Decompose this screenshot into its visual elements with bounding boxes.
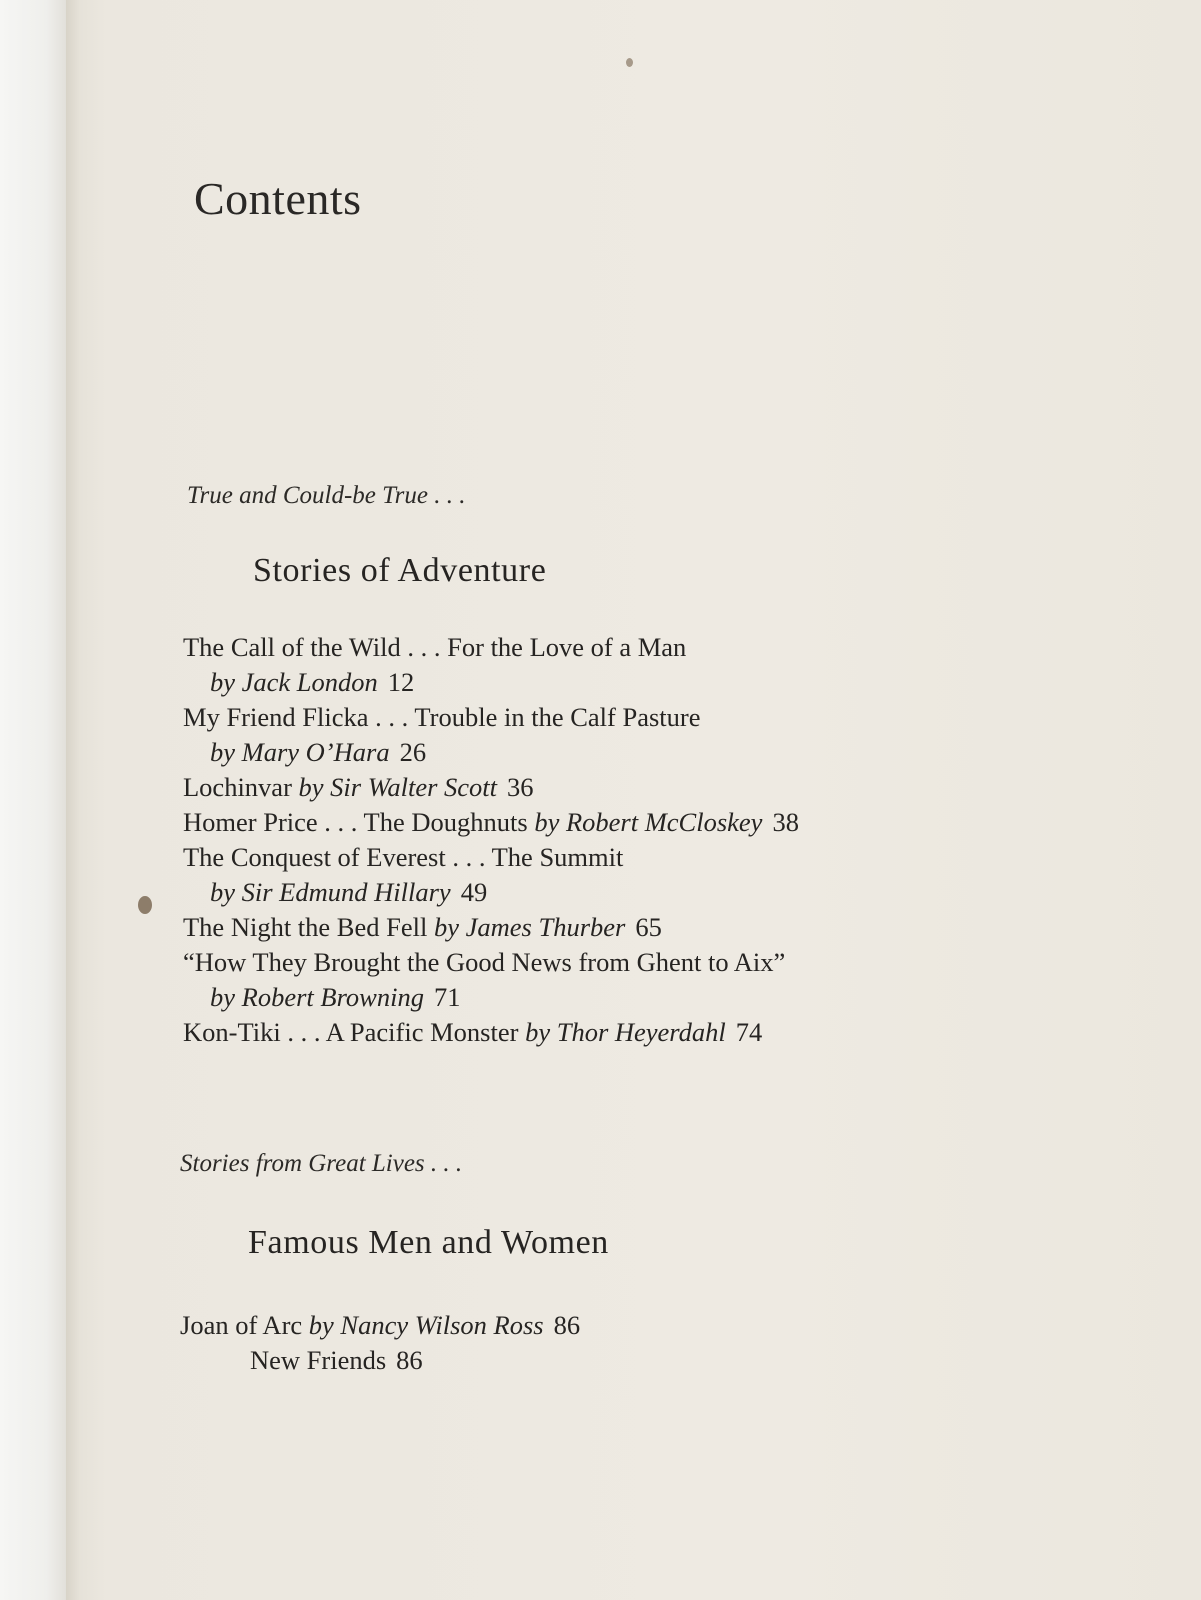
entry-page-number: 12 (387, 667, 415, 697)
entry-author: by Jack London (210, 667, 378, 697)
toc-entry (183, 945, 799, 980)
facing-page-edge (0, 0, 66, 1600)
toc-entry (183, 875, 799, 910)
toc-entry (183, 910, 799, 945)
paper-spot (626, 58, 633, 67)
entry-page-number: 49 (460, 877, 488, 907)
entry-title: Joan of Arc (180, 1310, 309, 1340)
toc-entry (183, 700, 799, 735)
section-intro: Stories from Great Lives . . . (180, 1150, 463, 1177)
entry-author: by Thor Heyerdahl (525, 1017, 726, 1047)
toc-entry (183, 1015, 799, 1050)
entry-title: Lochinvar (183, 772, 299, 802)
entry-title: My Friend Flicka . . . Trouble in the Calf Pasture (183, 702, 701, 732)
toc-entry (183, 735, 799, 770)
toc-list-adventure (183, 630, 799, 1050)
entry-page-number: 36 (507, 772, 534, 802)
section-intro: True and Could-be True . . . (187, 482, 466, 509)
paper-spot (138, 896, 152, 914)
entry-title: “How They Brought the Good News from Ghent to Aix” (183, 947, 786, 977)
entry-author: by Sir Walter Scott (298, 772, 498, 802)
entry-title: The Night the Bed Fell (183, 912, 434, 942)
entry-page-number: 26 (399, 737, 427, 767)
toc-entry (180, 1308, 580, 1343)
entry-author: by James Thurber (433, 912, 626, 942)
page-title: Contents (194, 173, 362, 224)
toc-entry (183, 805, 799, 840)
section-heading: Stories of Adventure (253, 552, 547, 589)
entry-author: by Robert McCloskey (534, 807, 763, 837)
entry-page-number: 86 (396, 1345, 423, 1375)
section-heading: Famous Men and Women (248, 1224, 609, 1261)
entry-author: by Robert Browning (210, 982, 424, 1012)
toc-entry (183, 980, 799, 1015)
entry-title: Kon-Tiki . . . A Pacific Monster (183, 1017, 526, 1047)
entry-page-number: 38 (772, 807, 799, 837)
entry-page-number: 71 (433, 982, 461, 1012)
toc-entry (180, 1343, 580, 1378)
toc-entry (183, 665, 799, 700)
toc-entry (183, 770, 799, 805)
entry-author: by Sir Edmund Hillary (210, 877, 451, 907)
entry-title: The Conquest of Everest . . . The Summit (183, 842, 624, 872)
entry-title: Homer Price . . . The Doughnuts (183, 807, 535, 837)
entry-page-number: 86 (553, 1310, 581, 1340)
toc-entry (183, 630, 799, 665)
entry-author: by Nancy Wilson Ross (308, 1310, 544, 1340)
entry-author: by Mary O’Hara (210, 737, 390, 767)
toc-entry (183, 840, 799, 875)
entry-page-number: 74 (735, 1017, 763, 1047)
entry-page-number: 65 (635, 912, 662, 942)
entry-title: The Call of the Wild . . . For the Love of a Man (183, 632, 687, 662)
toc-list-famous (180, 1308, 580, 1378)
entry-title: New Friends (250, 1345, 387, 1375)
